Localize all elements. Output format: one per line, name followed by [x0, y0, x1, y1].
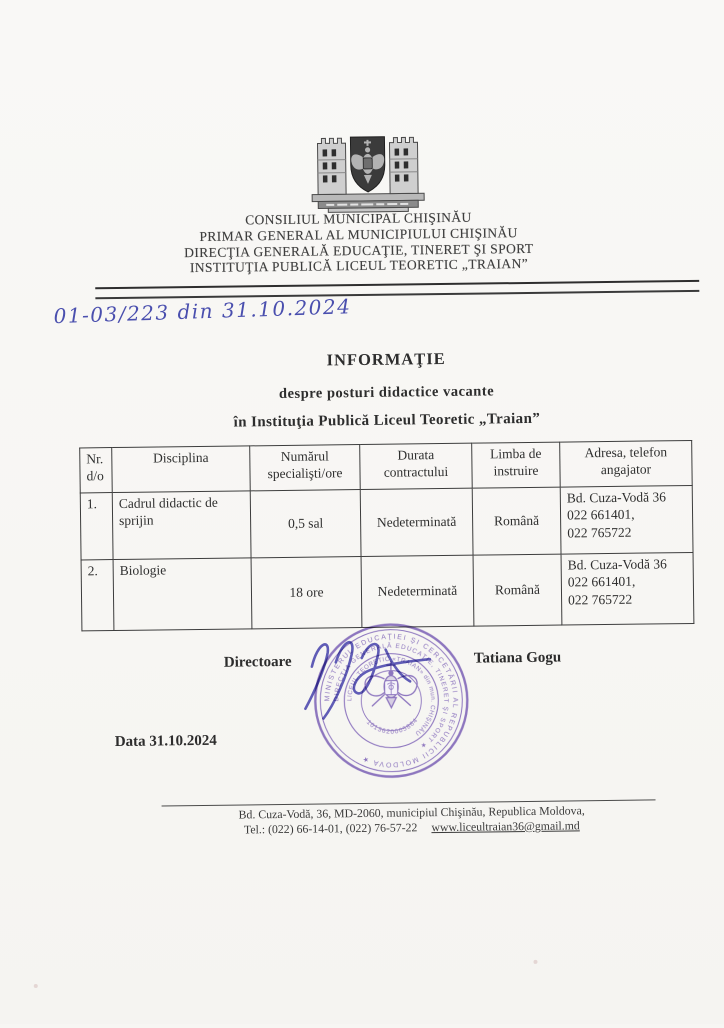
cell-disciplina: Biologie — [113, 558, 252, 631]
column-header-nr: Nr. d/o — [80, 448, 113, 493]
director-signature — [289, 617, 480, 739]
column-header-adresa: Adresa, telefon angajator — [560, 440, 693, 487]
double-separator-line — [95, 280, 699, 299]
handwritten-registration-number: 01-03/223 din 31.10.2024 — [53, 294, 374, 329]
cell-nr: 1. — [80, 493, 113, 560]
signatory-name: Tatiana Gogu — [474, 650, 562, 668]
cell-nr: 2. — [81, 560, 114, 631]
institution-line-4: INSTITUŢIA PUBLICĂ LICEUL TEORETIC „TRAIAN” — [59, 255, 659, 278]
document-title: INFORMAŢIE — [86, 346, 686, 373]
scan-speck — [533, 960, 537, 964]
document-subtitle-1: despre posturi didactice vacante — [86, 381, 686, 405]
footer-address-line: Bd. Cuza-Vodă, 36, MD-2060, municipiul Chişinău, Republica Moldova, — [132, 802, 692, 824]
stamp-idno-text: 1013620005864 — [365, 717, 420, 736]
date-line: Data 31.10.2024 — [115, 733, 217, 751]
footer-phone: Tel.: (022) 66-14-01, (022) 76-57-22 — [244, 820, 418, 836]
cell-numarul: 0,5 sal — [250, 490, 361, 558]
cell-durata: Nedeterminată — [360, 488, 473, 556]
coat-of-arms-icon — [303, 130, 432, 220]
column-header-disciplina: Disciplina — [112, 446, 251, 493]
document-subtitle-2: în Instituţia Publică Liceul Teoretic „Traian” — [87, 409, 687, 433]
stamp-ring2-text: DIRECŢIA GENERALĂ EDUCAŢIE, TINERET ŞI SPORT ★ — [333, 640, 450, 751]
stamp-ring3-text: LICEUL TEORETIC «TRAIAN» din mun. CHIŞINĂU — [346, 655, 437, 738]
cell-durata: Nedeterminată — [361, 555, 474, 627]
table-header-row — [80, 440, 693, 492]
institution-line-2: PRIMAR GENERAL AL MUNICIPIULUI CHIŞINĂU — [59, 223, 659, 246]
vacancies-table — [79, 440, 694, 631]
cell-adresa: Bd. Cuza-Vodă 36 022 661401, 022 765722 — [561, 552, 694, 625]
cell-numarul: 18 ore — [251, 557, 362, 629]
cell-disciplina: Cadrul didactic de sprijin — [112, 491, 251, 560]
scan-speck — [34, 984, 38, 988]
column-header-numarul: Numărul specialişti/ore — [250, 445, 361, 491]
signatory-role-label: Directoare — [224, 654, 292, 672]
table-row — [80, 485, 693, 559]
institution-line-1: CONSILIUL MUNICIPAL CHIŞINĂU — [58, 207, 658, 230]
cell-adresa: Bd. Cuza-Vodă 36 022 661401, 022 765722 — [560, 485, 693, 554]
footer-email-link: www.liceultraian36@gmail.md — [431, 818, 580, 834]
column-header-limba: Limba de instruire — [472, 442, 561, 488]
letterhead — [58, 207, 659, 278]
cell-limba: Română — [472, 487, 561, 555]
stamp-ring1-text: MINISTERUL EDUCAŢIEI ŞI CERCETĂRII AL REPUBLICII MOLDOVA ★ — [323, 633, 459, 769]
cell-limba: Română — [473, 554, 562, 626]
column-header-durata: Durata contractului — [360, 443, 473, 489]
institution-line-3: DIRECŢIA GENERALĂ EDUCAŢIE, TINERET ŞI SPORT — [59, 239, 659, 262]
